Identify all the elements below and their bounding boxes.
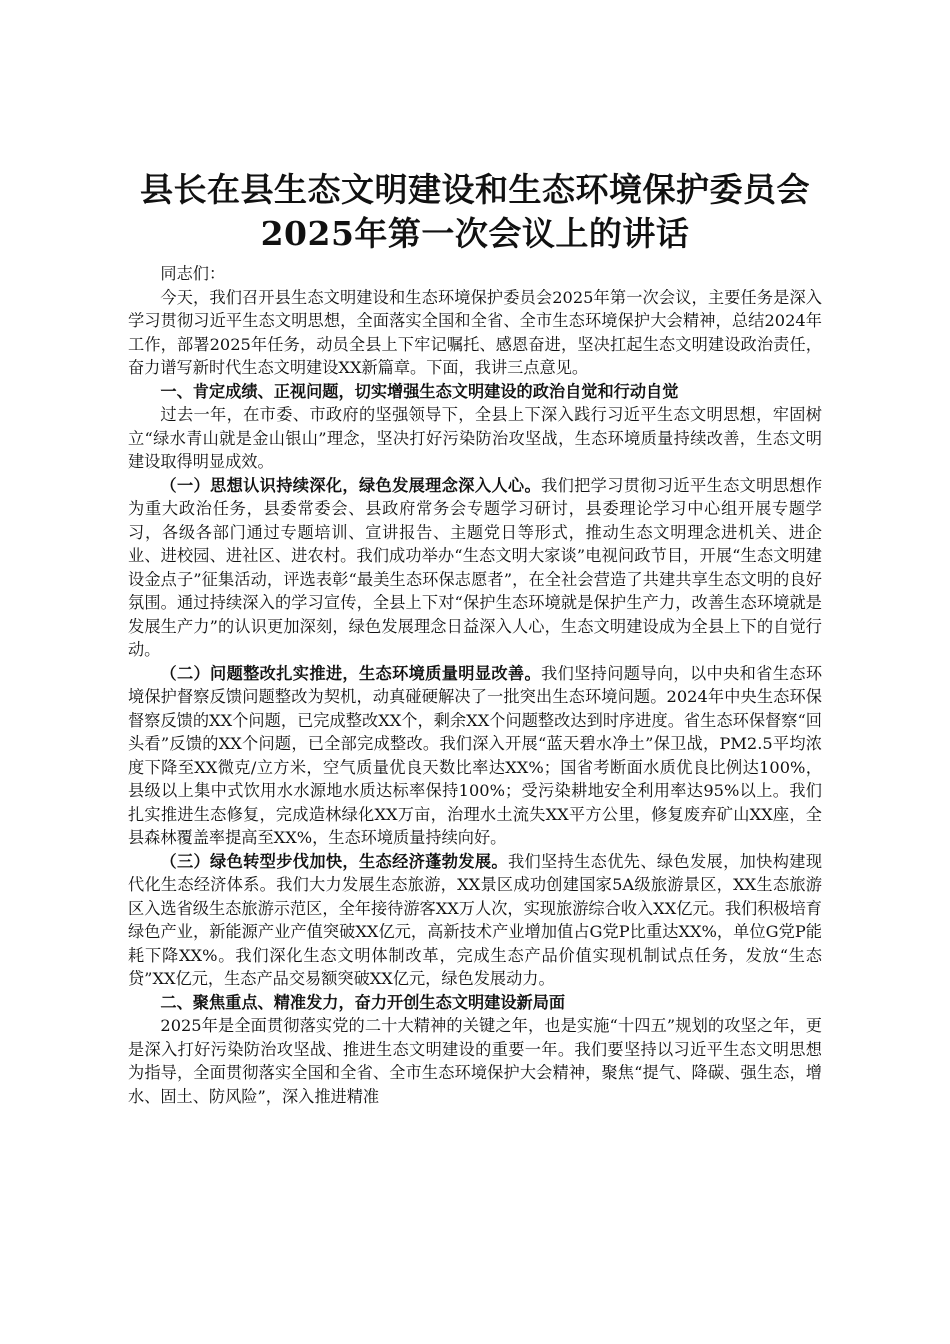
salutation: 同志们： bbox=[160, 264, 226, 283]
title-line-1: 县长在县生态文明建设和生态环境保护委员会 bbox=[140, 170, 810, 209]
section-1-intro: 过去一年，在市委、市政府的坚强领导下，全县上下深入践行习近平生态文明思想，牢固树立“绿水青山就是金山银山”理念，坚决打好污染防治攻坚战，生态环境质量持续改善，生态文明建设取得明显成效。 bbox=[128, 405, 822, 471]
section-1-paragraph-1 bbox=[128, 474, 822, 662]
section-1-paragraph-2 bbox=[128, 662, 822, 850]
title-line-2: 2025年第一次会议上的讲话 bbox=[260, 214, 690, 253]
section-1-heading: 一、肯定成绩、正视问题，切实增强生态文明建设的政治自觉和行动自觉 bbox=[160, 381, 679, 401]
section-1-paragraph-3 bbox=[128, 850, 822, 991]
paragraph-2-lead: （二）问题整改扎实推进，生态环境质量明显改善。 bbox=[160, 663, 542, 683]
section-2-heading: 二、聚焦重点、精准发力，奋力开创生态文明建设新局面 bbox=[160, 992, 566, 1012]
intro-paragraph: 今天，我们召开县生态文明建设和生态环境保护委员会2025年第一次会议，主要任务是深入学习贯彻习近平生态文明思想，全面落实全国和全省、全市生态环境保护大会精神，总结2024年工作，部署2025年任务，动员全县上下牢记嘱托、感恩奋进，坚决扛起生态文明建设政治责任，奋力谱写新时代生态文明建设XX新篇章。下面，我讲三点意见。 bbox=[128, 287, 822, 377]
paragraph-1-lead: （一）思想认识持续深化，绿色发展理念深入人心。 bbox=[160, 475, 542, 495]
document-page bbox=[128, 168, 822, 1108]
paragraph-3-lead: （三）绿色转型步伐加快，生态经济蓬勃发展。 bbox=[160, 851, 508, 871]
document-title bbox=[128, 168, 822, 256]
paragraph-2-text: 我们坚持问题导向，以中央和省生态环境保护督察反馈问题整改为契机，动真碰硬解决了一批突出生态环境问题。2024年中央生态环保督察反馈的XX个问题，已完成整改XX个，剩余XX个问题整改达到时序进度。省生态环保督察“回头看”反馈的XX个问题，已全部完成整改。我们深入开展“蓝天碧水净土”保卫战，PM2.5平均浓度下降至XX微克/立方米，空气质量优良天数比率达XX%；国省考断面水质优良比例达100%，县级以上集中式饮用水水源地水质达标率保持100%；受污染耕地安全利用率达95%以上。我们扎实推进生态修复，完成造林绿化XX万亩，治理水土流失XX平方公里，修复废弃矿山XX座，全县森林覆盖率提高至XX%，生态环境质量持续向好。 bbox=[128, 663, 823, 847]
section-2-intro: 2025年是全面贯彻落实党的二十大精神的关键之年，也是实施“十四五”规划的攻坚之年，更是深入打好污染防治攻坚战、推进生态文明建设的重要一年。我们要坚持以习近平生态文明思想为指导，全面贯彻落实全国和全省、全市生态环境保护大会精神，聚焦“提气、降碳、强生态，增水、固土、防风险”，深入推进精准 bbox=[128, 1016, 822, 1106]
paragraph-1-text: 我们把学习贯彻习近平生态文明思想作为重大政治任务，县委常委会、县政府常务会专题学习研讨，县委理论学习中心组开展专题学习，各级各部门通过专题培训、宣讲报告、主题党日等形式，推动生态文明理念进机关、进企业、进校园、进社区、进农村。我们成功举办“生态文明大家谈”电视问政节目，开展“生态文明建设金点子”征集活动，评选表彰“最美生态环保志愿者”，在全社会营造了共建共享生态文明的良好氛围。通过持续深入的学习宣传，全县上下对“保护生态环境就是保护生产力，改善生态环境就是发展生产力”的认识更加深刻，绿色发展理念日益深入人心，生态文明建设成为全县上下的自觉行动。 bbox=[128, 475, 823, 659]
paragraph-3-text: 我们坚持生态优先、绿色发展，加快构建现代化生态经济体系。我们大力发展生态旅游，XX景区成功创建国家5A级旅游景区，XX生态旅游区入选省级生态旅游示范区，全年接待游客XX万人次，实现旅游综合收入XX亿元。我们积极培育绿色产业，新能源产业产值突破XX亿元，高新技术产业增加值占G党P比重达XX%，单位G党P能耗下降XX%。我们深化生态文明体制改革，完成生态产品价值实现机制试点任务，发放“生态贷”XX亿元，生态产品交易额突破XX亿元，绿色发展动力。 bbox=[128, 851, 823, 988]
